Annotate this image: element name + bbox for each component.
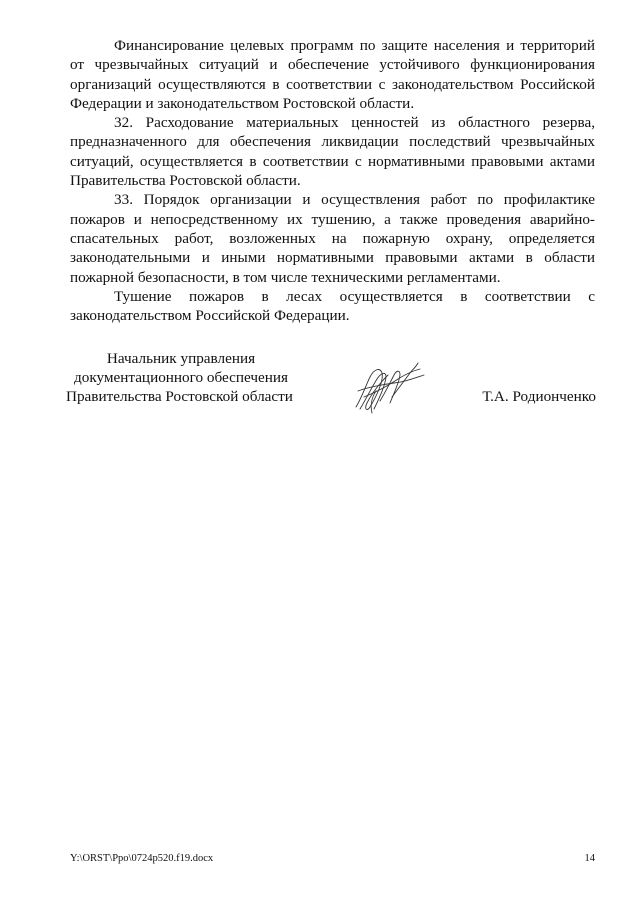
paragraph-financing: Финансирование целевых программ по защите населения и территорий от чрезвычайных ситуаций и обеспечение устойчивого функционирования организаций осуществляются в соответствии с законодательством Российской Федерации и законодательством Ростовской области. bbox=[70, 37, 595, 112]
paragraph-32: 32. Расходование материальных ценностей из областного резерва, предназначенного для обеспечения ликвидации последствий чрезвычайных ситуаций, осуществляется в соответствии с нормативными правовыми актами Правительства Ростовской области. bbox=[70, 114, 595, 190]
signatory-position-line: документационного обеспечения bbox=[74, 369, 288, 386]
signatory-position bbox=[66, 349, 296, 406]
document-body bbox=[70, 36, 595, 325]
signatory-position-line: Начальник управления bbox=[106, 350, 256, 367]
signature-block bbox=[66, 349, 596, 419]
signatory-position-line: Правительства Ростовской области bbox=[66, 388, 293, 405]
signatory-name: Т.А. Родионченко bbox=[482, 388, 596, 405]
footer-file-path: Y:\ORST\Ppo\0724p520.f19.docx bbox=[70, 853, 214, 864]
handwritten-signature-icon bbox=[350, 357, 430, 417]
paragraph-33: 33. Порядок организации и осуществления работ по профилактике пожаров и непосредственному их тушению, а также проведения аварийно-спасательных работ, возложенных на пожарную охрану, определяется законодательными и иными нормативными правовыми актами в области пожарной безопасности, в том числе техническими регламентами. bbox=[70, 191, 595, 286]
paragraph-forest-fires: Тушение пожаров в лесах осуществляется в соответствии с законодательством Российской Федерации. bbox=[70, 287, 595, 325]
page-number: 14 bbox=[584, 853, 595, 864]
